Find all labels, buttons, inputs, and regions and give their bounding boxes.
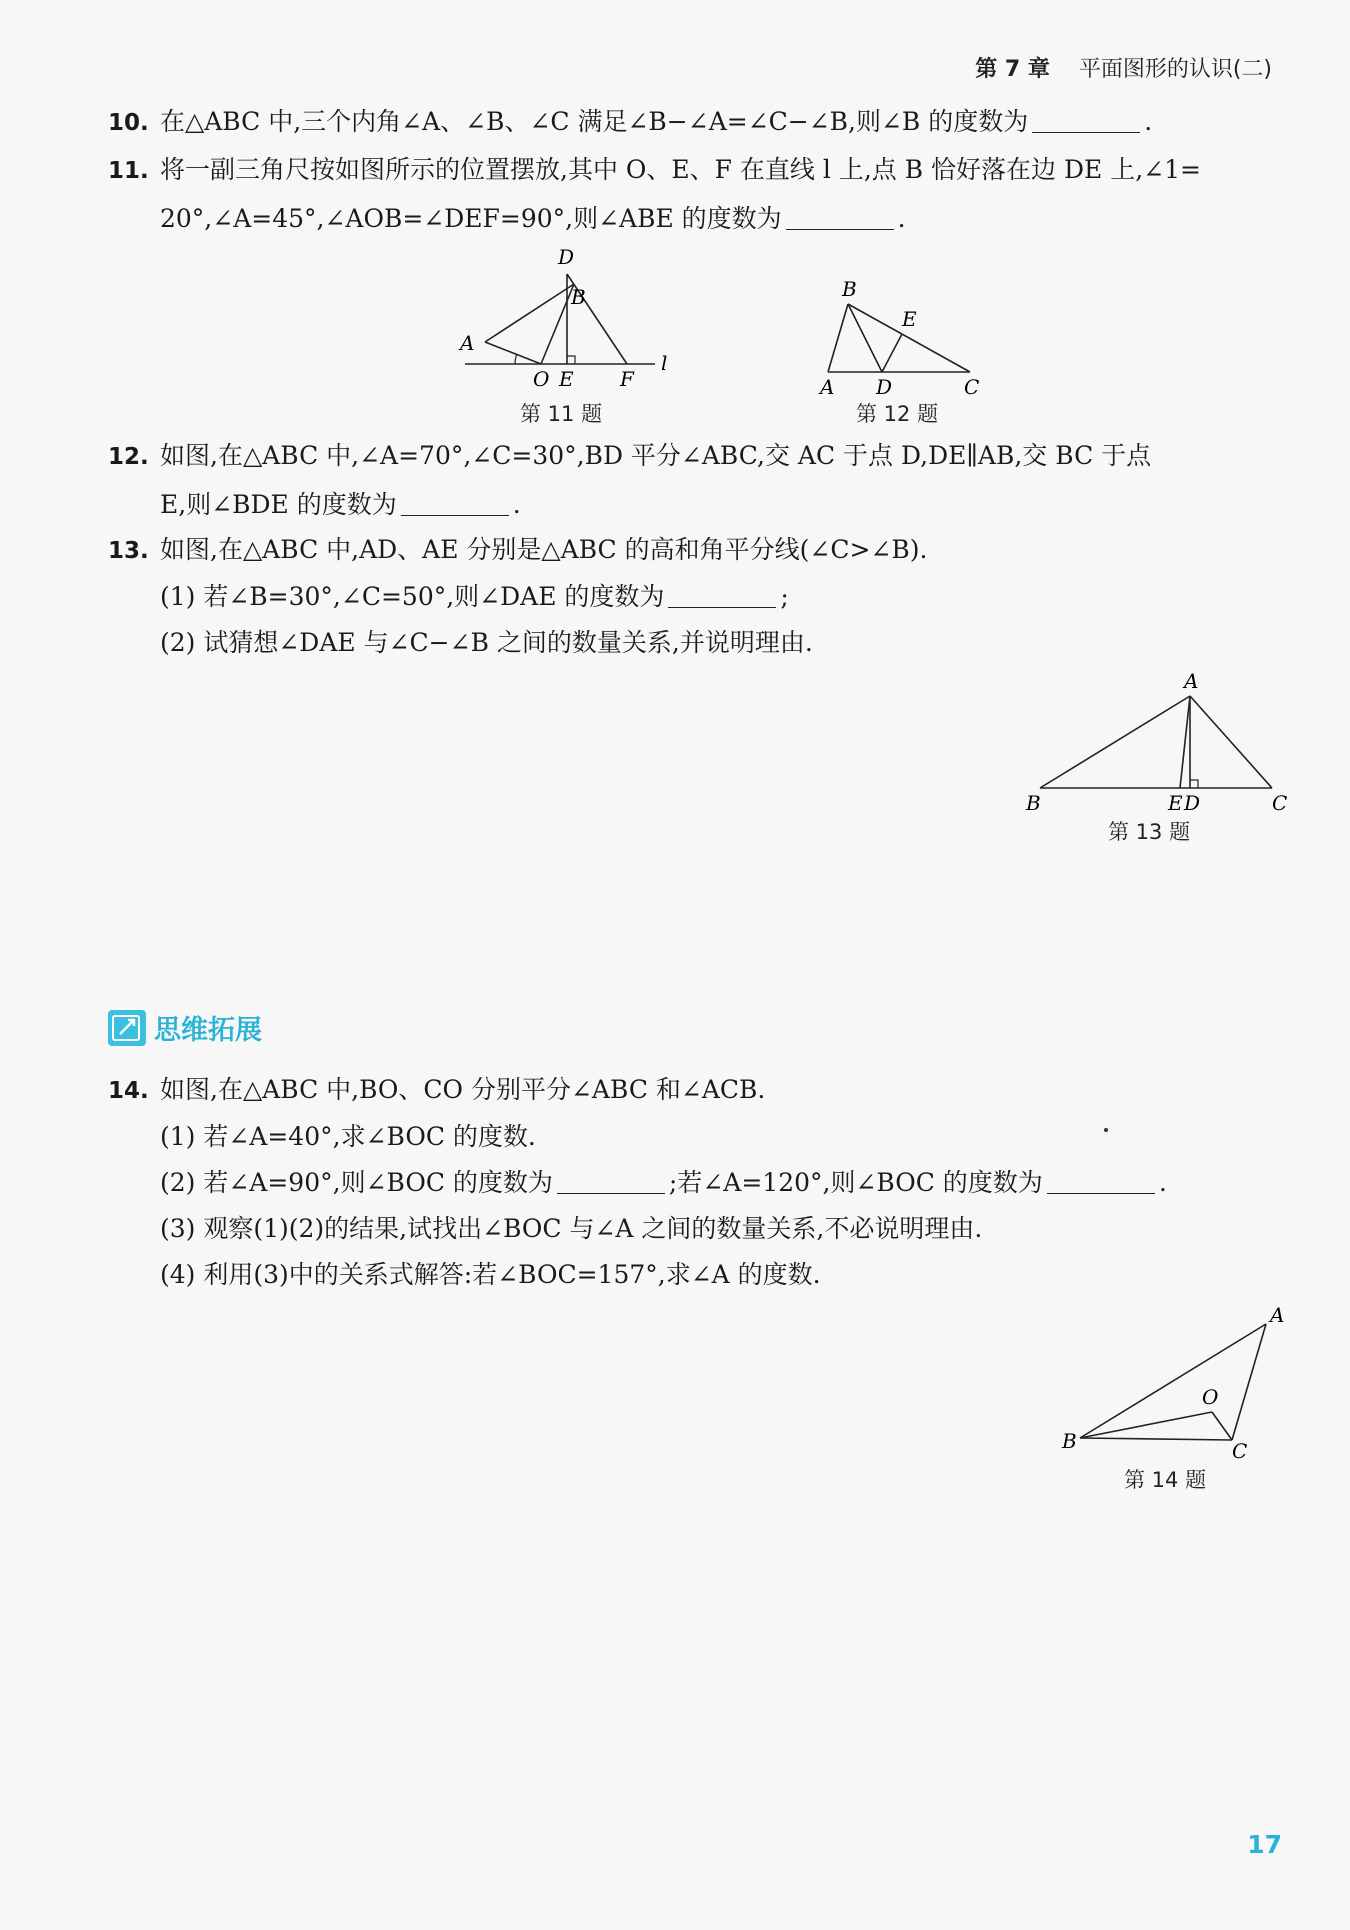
question-text-line2: E,则∠BDE 的度数为 [160, 490, 397, 519]
part-text-end: ; [780, 582, 789, 611]
question-text: 如图,在△ABC 中,BO、CO 分别平分∠ABC 和∠ACB. [160, 1075, 766, 1104]
segment-AB [1040, 696, 1190, 788]
question-number: 13. [108, 538, 149, 564]
question-14-part-1: (1) 若∠A=40°,求∠BOC 的度数. [160, 1122, 536, 1151]
rocket-icon [108, 1010, 146, 1046]
figure-14 [1060, 1306, 1290, 1466]
section-title: 思维拓展 [154, 1015, 262, 1046]
part-text-a: (2) 若∠A=90°,则∠BOC 的度数为 [160, 1168, 553, 1197]
label-C: C [1232, 1439, 1248, 1463]
label-A: A [820, 375, 835, 399]
question-14-part-2 [160, 1160, 1167, 1206]
label-D: D [1184, 791, 1201, 812]
label-A: A [1184, 672, 1199, 693]
label-E: E [902, 307, 917, 331]
chapter-title: 平面图形的认识(二) [1078, 57, 1272, 82]
label-E: E [1168, 791, 1183, 812]
part-text-end: . [1158, 1168, 1167, 1197]
answer-blank[interactable] [668, 581, 776, 608]
question-text-line1: 将一副三角尺按如图所示的位置摆放,其中 O、E、F 在直线 l 上,点 B 恰好落在边 DE 上,∠1= [160, 155, 1201, 184]
label-O: O [533, 367, 550, 391]
question-text-line1: 如图,在△ABC 中,∠A=70°,∠C=30°,BD 平分∠ABC,交 AC 于点 D,DE∥AB,交 BC 于点 [160, 441, 1152, 470]
segment-CO [1212, 1412, 1232, 1440]
question-text: 如图,在△ABC 中,AD、AE 分别是△ABC 的高和角平分线(∠C>∠B). [160, 535, 928, 564]
question-11 [108, 146, 1280, 243]
segment-OB [541, 284, 574, 364]
figure-14-caption: 第 14 题 [1124, 1468, 1207, 1492]
page-header [975, 52, 1272, 83]
question-10 [108, 98, 1280, 147]
segment-AB [828, 304, 848, 372]
section-heading [108, 1008, 262, 1047]
part-text: (1) 若∠B=30°,∠C=50°,则∠DAE 的度数为 [160, 582, 665, 611]
label-B: B [1062, 1429, 1077, 1453]
question-text-end: . [1144, 107, 1153, 136]
segment-AE [1180, 696, 1190, 788]
question-number: 14. [108, 1078, 149, 1104]
label-A: A [1270, 1306, 1285, 1327]
question-text-end: . [897, 204, 906, 233]
question-14-part-4: (4) 利用(3)中的关系式解答:若∠BOC=157°,求∠A 的度数. [160, 1260, 821, 1289]
figure-13 [1020, 672, 1290, 812]
question-14-part-3: (3) 观察(1)(2)的结果,试找出∠BOC 与∠A 之间的数量关系,不必说明理由. [160, 1214, 983, 1243]
label-F: F [620, 367, 634, 391]
label-C: C [1272, 791, 1288, 812]
question-12 [108, 432, 1280, 529]
label-C: C [964, 375, 980, 399]
question-text: 在△ABC 中,三个内角∠A、∠B、∠C 满足∠B−∠A=∠C−∠B,则∠B 的度数为 [160, 107, 1029, 136]
right-angle-mark [1190, 780, 1198, 788]
figure-11-caption: 第 11 题 [520, 402, 603, 426]
right-angle-mark [567, 356, 575, 364]
figure-13-caption: 第 13 题 [1108, 820, 1191, 844]
stray-dot [1104, 1128, 1108, 1132]
label-D: D [558, 245, 575, 269]
question-13 [108, 526, 1280, 575]
part-text-b: ;若∠A=120°,则∠BOC 的度数为 [668, 1168, 1043, 1197]
question-14 [108, 1066, 1280, 1115]
figure-11 [455, 240, 685, 400]
angle-1-arc [515, 354, 517, 364]
answer-blank[interactable] [401, 489, 509, 516]
figure-12-caption: 第 12 题 [856, 402, 939, 426]
answer-blank-1[interactable] [557, 1167, 665, 1194]
question-number: 12. [108, 444, 149, 470]
page-number: 17 [1247, 1830, 1282, 1859]
answer-blank-2[interactable] [1047, 1167, 1155, 1194]
segment-AO [485, 342, 541, 364]
segment-DE [882, 334, 902, 372]
label-A: A [460, 331, 475, 355]
answer-blank[interactable] [1032, 106, 1140, 133]
label-D: D [876, 375, 893, 399]
figure-12 [810, 278, 990, 400]
chapter-label: 第 7 章 [975, 57, 1050, 82]
question-number: 10. [108, 110, 149, 136]
answer-blank[interactable] [786, 203, 894, 230]
segment-AB [485, 284, 574, 342]
label-O: O [1202, 1385, 1219, 1409]
label-l: l [661, 351, 668, 375]
question-13-part-2: (2) 试猜想∠DAE 与∠C−∠B 之间的数量关系,并说明理由. [160, 628, 813, 657]
question-text-line2: 20°,∠A=45°,∠AOB=∠DEF=90°,则∠ABE 的度数为 [160, 204, 782, 233]
label-B: B [842, 278, 857, 301]
label-B: B [571, 285, 586, 309]
segment-AC [1190, 696, 1272, 788]
segment-BC [1080, 1438, 1232, 1440]
label-B: B [1026, 791, 1041, 812]
label-E: E [559, 367, 574, 391]
question-13-part-1 [160, 574, 789, 620]
question-text-end: . [512, 490, 521, 519]
question-number: 11. [108, 158, 149, 184]
